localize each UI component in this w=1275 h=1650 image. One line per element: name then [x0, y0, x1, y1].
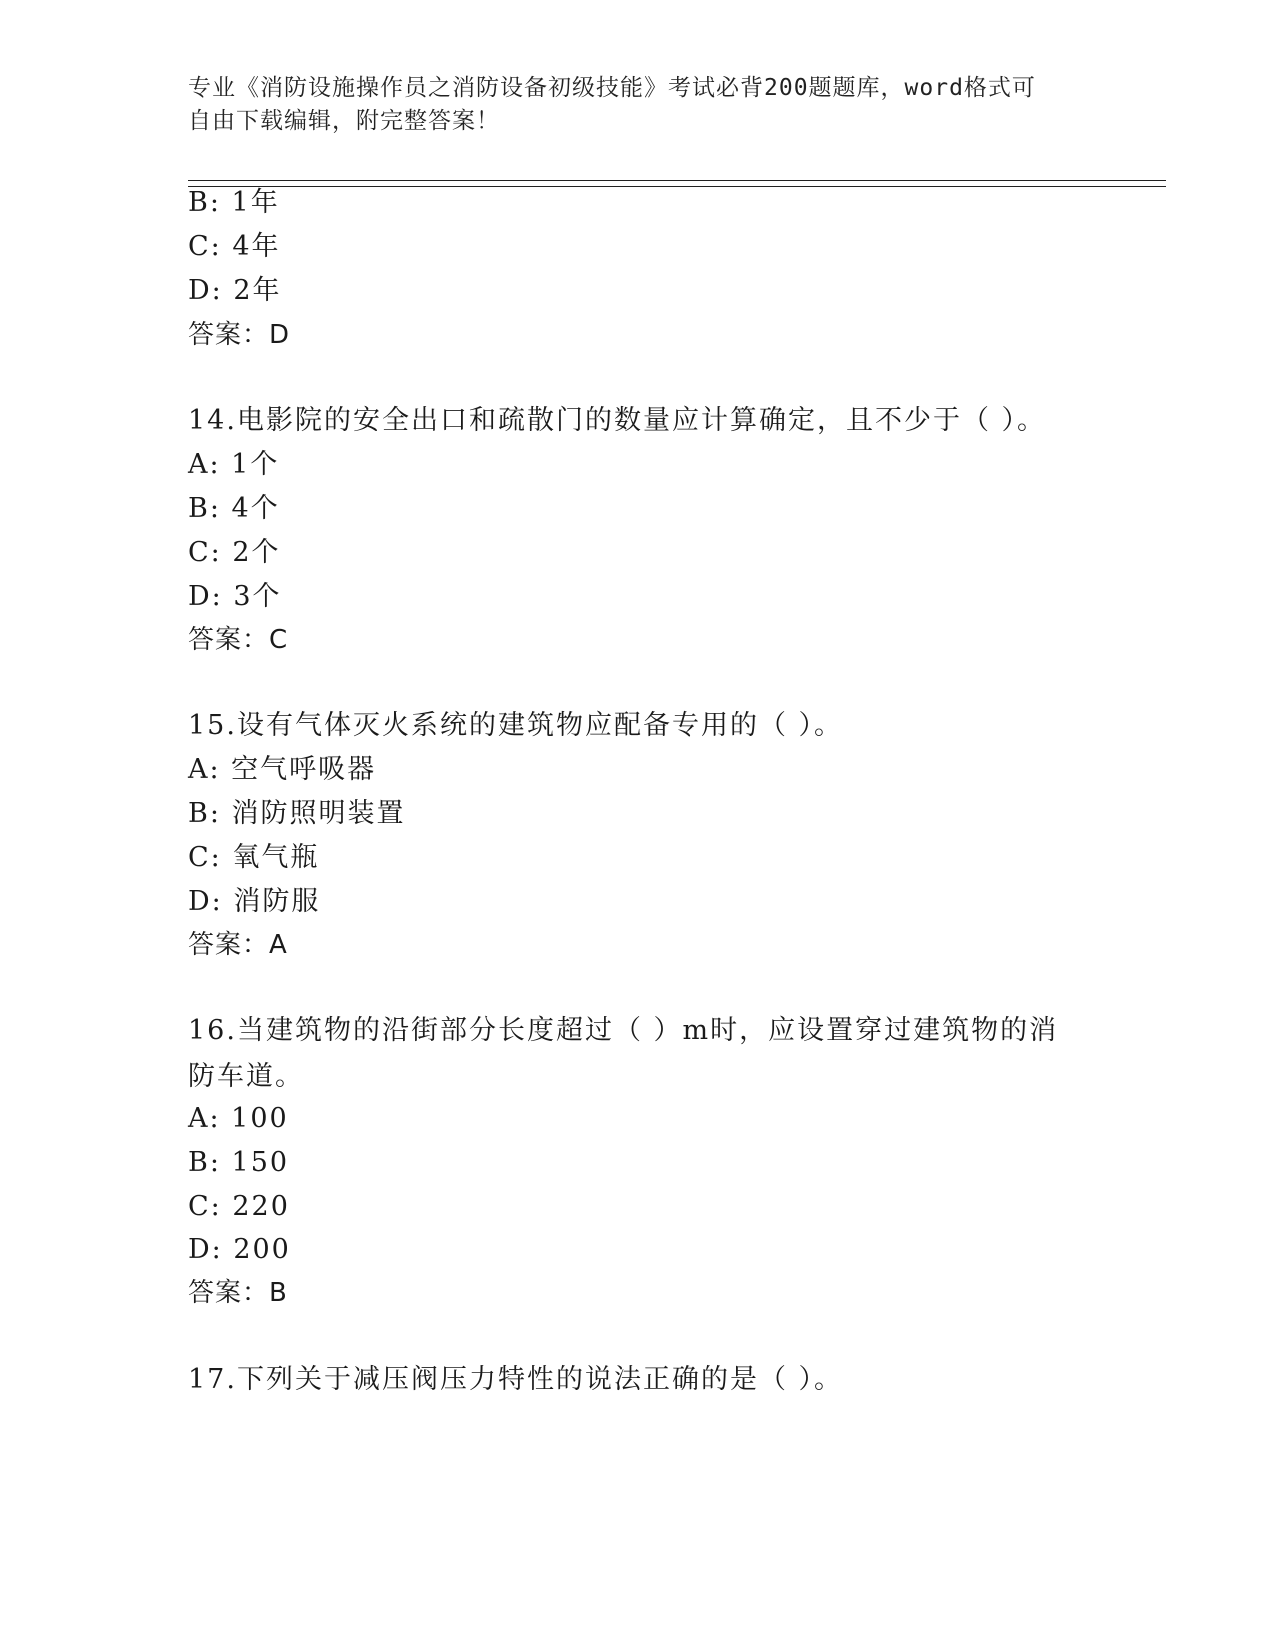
document-header [188, 72, 1068, 138]
q13-option-c: C: 4年 [188, 231, 281, 262]
q13-option-d: D: 2年 [188, 275, 282, 306]
q15-answer: 答案：A [188, 930, 288, 960]
q16-stem: 16.当建筑物的沿街部分长度超过（ ）m时，应设置穿过建筑物的消防车道。 [188, 1015, 1059, 1092]
q13-option-b: B: 1年 [188, 187, 280, 218]
q14-answer: 答案：C [188, 625, 289, 655]
q14-stem: 14.电影院的安全出口和疏散门的数量应计算确定，且不少于（ ）。 [188, 405, 1047, 436]
q15-option-b: B: 消防照明装置 [188, 798, 406, 829]
q15-option-a: A: 空气呼吸器 [188, 754, 377, 785]
q14-option-a: A: 1个 [188, 449, 280, 480]
q15-stem: 15.设有气体灭火系统的建筑物应配备专用的（ ）。 [188, 710, 844, 741]
q15-option-c: C: 氧气瓶 [188, 842, 320, 873]
q14-option-b: B: 4个 [188, 493, 280, 524]
q14-option-d: D: 3个 [188, 581, 282, 612]
q16-option-a: A: 100 [188, 1103, 289, 1134]
q14-option-c: C: 2个 [188, 537, 281, 568]
q15-option-d: D: 消防服 [188, 886, 321, 917]
q17-stem: 17.下列关于减压阀压力特性的说法正确的是（ ）。 [188, 1364, 844, 1395]
q16-answer: 答案：B [188, 1278, 288, 1308]
q16-option-d: D: 200 [188, 1234, 291, 1265]
header-line-2: 自由下载编辑，附完整答案！ [188, 108, 500, 134]
q16-option-c: C: 220 [188, 1191, 290, 1222]
header-divider [188, 180, 1166, 187]
q13-answer: 答案：D [188, 320, 291, 350]
header-line-1: 专业《消防设施操作员之消防设备初级技能》考试必背200题题库，word格式可 [188, 75, 1036, 101]
q16-option-b: B: 150 [188, 1147, 290, 1178]
